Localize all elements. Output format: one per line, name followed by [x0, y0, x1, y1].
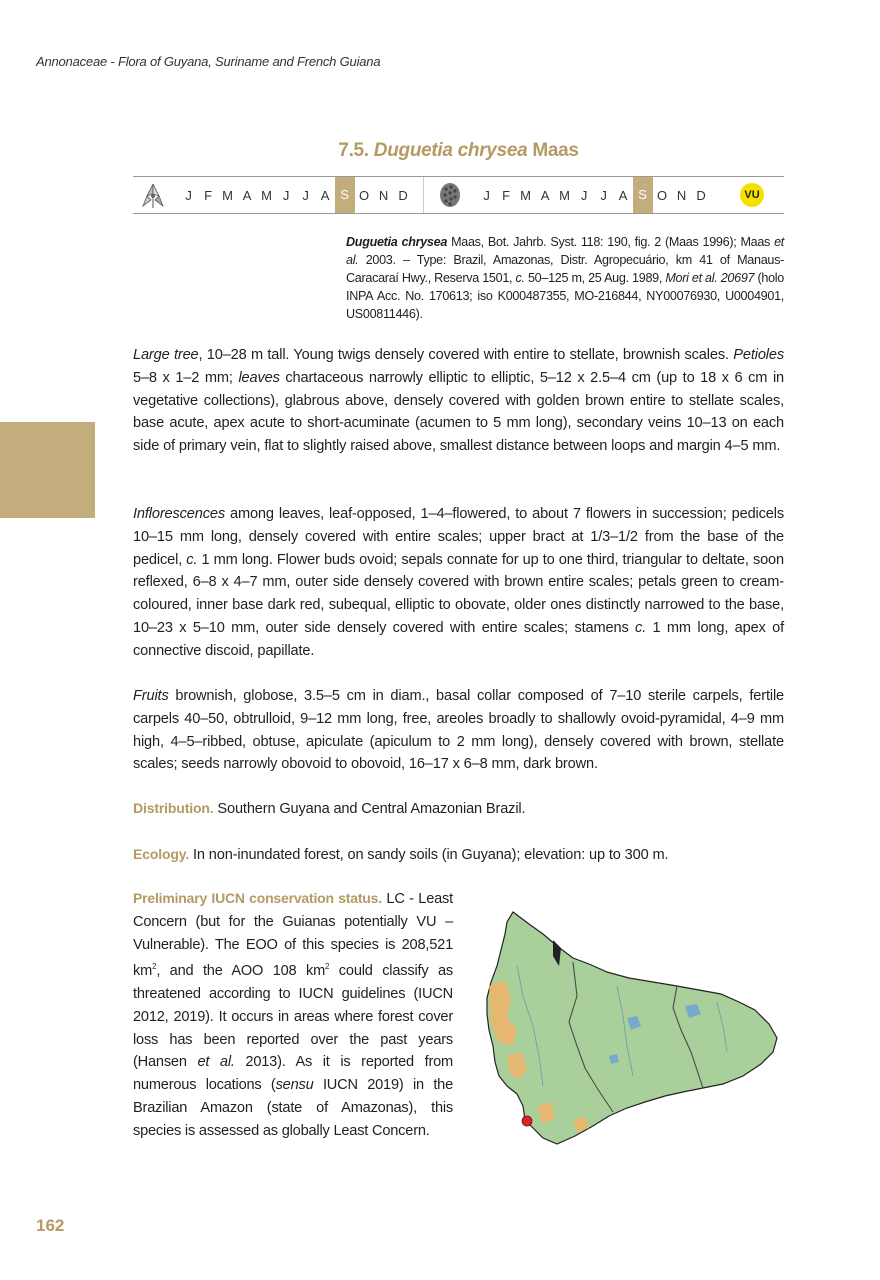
- fruit-month-nov: N: [676, 187, 687, 203]
- fruit-month-apr: A: [540, 187, 550, 203]
- occurrence-point: [522, 1116, 532, 1126]
- status-badge: VU: [740, 183, 764, 207]
- nomenclature-citation: [346, 233, 784, 323]
- flower-month-jan: J: [185, 187, 193, 203]
- flower-month-dec: D: [398, 187, 409, 203]
- p2-circa-1: c.: [186, 551, 198, 568]
- fruit-month-jan: J: [483, 187, 491, 203]
- fruit-month-jun: J: [580, 187, 588, 203]
- citation-collector: Mori et al. 20697: [665, 271, 755, 285]
- species-number: 7.5.: [338, 140, 369, 161]
- citation-text-3: 50–125 m, 25 Aug. 1989,: [524, 271, 666, 285]
- citation-text-1: Maas, Bot. Jahrb. Syst. 118: 190, fig. 2 (Maas 1996); Maas: [447, 235, 775, 249]
- p1-text-a: , 10–28 m tall. Young twigs densely covered with entire to stellate, brownish scales.: [198, 347, 734, 363]
- species-author: Maas: [532, 140, 579, 161]
- description-inflorescences: [133, 503, 784, 663]
- citation-et-al: et al.: [346, 235, 784, 267]
- term-petioles: Petioles: [733, 347, 784, 363]
- fruit-month-jul: J: [600, 187, 608, 203]
- iucn-text-a: LC - Least Concern (but for the Guianas potentially VU – Vulnerable). The EOO of this species is 208,521 km: [133, 891, 454, 980]
- ecology-label: Ecology.: [133, 846, 190, 862]
- iucn-text-e: IUCN 2019) in the Brazilian Amazon (state of Amazonas), this species is assessed as globally Least Concern.: [133, 1077, 454, 1139]
- flower-month-feb: F: [204, 187, 213, 203]
- distribution-text: Southern Guyana and Central Amazonian Brazil.: [213, 801, 526, 817]
- p2-text-a: among leaves, leaf-opposed, 1–4–flowered, to about 7 flowers in succession; pedicels 10–15 mm long, densely covered with entire scales; upper bract at 1/3–1/2 from the base of the pedicel,: [133, 506, 784, 568]
- description-fruits: [133, 685, 784, 776]
- ecology-text: In non-inundated forest, on sandy soils (in Guyana); elevation: up to 300 m.: [189, 847, 669, 863]
- chapter-tab: [0, 422, 95, 518]
- term-fruits: Fruits: [133, 688, 169, 704]
- term-large-tree: Large tree: [133, 347, 199, 363]
- phenology-divider: [423, 177, 424, 213]
- iucn-sup-1: 2: [152, 962, 157, 972]
- citation-circa: c.: [515, 271, 525, 285]
- distribution-label: Distribution.: [133, 800, 214, 816]
- flower-month-sep: S: [335, 177, 355, 213]
- running-header: Annonaceae - Flora of Guyana, Suriname and French Guiana: [36, 54, 381, 69]
- fruit-month-sep: S: [633, 177, 653, 213]
- term-inflorescences: Inflorescences: [133, 506, 225, 522]
- p1-text-c: chartaceous narrowly elliptic to elliptic, 5–12 x 2.5–4 cm (up to 18 x 6 cm in vegetative collections), glabrous above, densely covered with golden brown entire to stellate scales, base acute, apex acute to short-acuminate (acumen to 5 mm long), secondary veins 10–13 on each side of primary vein, flat to slightly raised above, smallest distance between loops and margin 4–5 mm.: [133, 369, 784, 455]
- flower-month-nov: N: [378, 187, 389, 203]
- flower-icon: [137, 180, 169, 210]
- citation-text-2: 2003. – Type: Brazil, Amazonas, Distr. Agropecuário, km 41 of Manaus-Caracaraí Hwy., Reserva 1501,: [346, 253, 784, 285]
- fruit-month-mar: M: [520, 187, 532, 203]
- flower-month-jul: J: [302, 187, 310, 203]
- iucn-sensu: sensu: [275, 1077, 314, 1094]
- p2-circa-2: c.: [635, 619, 647, 636]
- iucn-sup-2: 2: [325, 962, 330, 972]
- ecology-section: [133, 843, 784, 867]
- species-name: Duguetia chrysea: [373, 140, 528, 161]
- iucn-text-d: 2013). As it is reported from numerous locations (: [133, 1054, 453, 1094]
- distribution-map: [477, 906, 783, 1150]
- distribution-section: [133, 797, 784, 821]
- term-leaves: leaves: [238, 369, 280, 386]
- iucn-text-b: , and the AOO 108 km: [156, 963, 326, 980]
- fruit-month-aug: A: [618, 187, 628, 203]
- species-title: [133, 140, 784, 162]
- flower-month-jun: J: [282, 187, 290, 203]
- p1-text-b: 5–8 x 1–2 mm;: [133, 369, 239, 386]
- flower-month-oct: O: [359, 187, 370, 203]
- flower-month-mar: M: [222, 187, 234, 203]
- iucn-text-c: could classify as threatened according to IUCN guidelines (IUCN 2012, 2019). It occurs in areas where forest cover loss has been reported over the past years (Hansen: [133, 963, 453, 1071]
- fruit-month-oct: O: [657, 187, 668, 203]
- iucn-label: Preliminary IUCN conservation status.: [133, 890, 382, 906]
- iucn-et-al: et al.: [197, 1054, 235, 1071]
- flower-month-apr: A: [242, 187, 252, 203]
- fruit-month-feb: F: [502, 187, 511, 203]
- fruiting-row: [437, 177, 711, 213]
- p3-text-a: brownish, globose, 3.5–5 cm in diam., basal collar composed of 7–10 sterile carpels, fertile carpels 40–50, obtrulloid, 9–12 mm long, free, areoles broadly to shallowly ovoid-pyramidal, 4–9 mm high, 4–5–ribbed, obtuse, apiculate (apiculum to 2 mm long), densely covered with brown, stellate scales; seeds narrowly obovoid to obovoid, 16–17 x 6–8 mm, dark brown.: [133, 688, 784, 773]
- p2-text-d: 1 mm long, apex of connective discoid, papillate.: [133, 619, 784, 659]
- fruit-month-may: M: [559, 187, 571, 203]
- description-leaves: [133, 344, 784, 458]
- phenology-bar: [133, 176, 784, 214]
- iucn-section: [133, 887, 453, 1143]
- flower-month-aug: A: [320, 187, 330, 203]
- p2-text-b: 1 mm long. Flower buds ovoid; sepals connate for up to one third, triangular to deltate, soon reflexed, 6–8 x 4–7 mm, outer side densely covered with brown entire scales; petals green to cream-coloured, inner base dark red, subequal, elliptic to obovate, older ones distinctly narrowed to the base, 10–23 x 5–10 mm, outer side densely covered with entire scales; stamens: [133, 551, 784, 636]
- fruit-month-dec: D: [696, 187, 707, 203]
- fruit-icon: [437, 180, 463, 210]
- page-number: 162: [36, 1216, 65, 1235]
- flowering-row: [137, 177, 413, 213]
- flower-month-may: M: [261, 187, 273, 203]
- citation-text-4: (holo INPA Acc. No. 170613; iso K000487355, MO-216844, NY00076930, U0004901, US00811446).: [346, 271, 784, 321]
- citation-name: Duguetia chrysea: [346, 235, 448, 249]
